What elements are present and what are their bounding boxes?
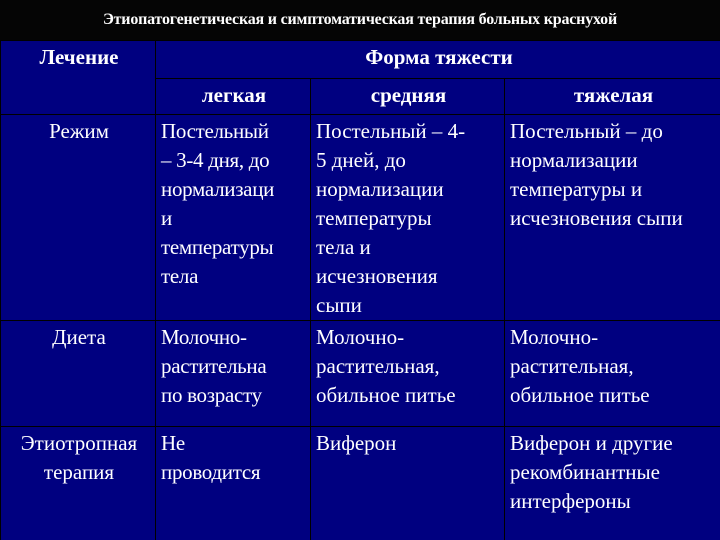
cell-etiotropic-severe: Виферон и другие рекомбинантные интерфероны (505, 427, 720, 540)
column-header-mild: легкая (156, 79, 311, 115)
cell-diet-severe: Молочно- растительная, обильное питье (505, 321, 720, 427)
cell-etiotropic-moderate: Виферон (311, 427, 505, 540)
header-row-group (1, 41, 720, 79)
therapy-table (0, 40, 720, 540)
row-label-etiotropic: Этиотропная терапия (1, 427, 156, 540)
table-row (1, 115, 720, 321)
group-header: Форма тяжести (156, 41, 720, 79)
table-row (1, 427, 720, 540)
row-label-diet: Диета (1, 321, 156, 427)
cell-diet-mild: Молочно- растительна по возрасту (156, 321, 311, 427)
table-row (1, 321, 720, 427)
cell-regime-moderate: Постельный – 4- 5 дней, до нормализации температуры тела и исчезновения сыпи (311, 115, 505, 321)
cell-regime-severe: Постельный – до нормализации температуры и исчезновения сыпи (505, 115, 720, 321)
row-label-regime: Режим (1, 115, 156, 321)
cell-regime-mild: Постельный – 3-4 дня, до нормализаци и температуры тела (156, 115, 311, 321)
slide-title: Этиопатогенетическая и симптоматическая терапия больных краснухой (0, 0, 720, 40)
cell-diet-moderate: Молочно- растительная, обильное питье (311, 321, 505, 427)
corner-header: Лечение (1, 41, 156, 115)
column-header-severe: тяжелая (505, 79, 720, 115)
cell-etiotropic-mild: Не проводится (156, 427, 311, 540)
column-header-moderate: средняя (311, 79, 505, 115)
